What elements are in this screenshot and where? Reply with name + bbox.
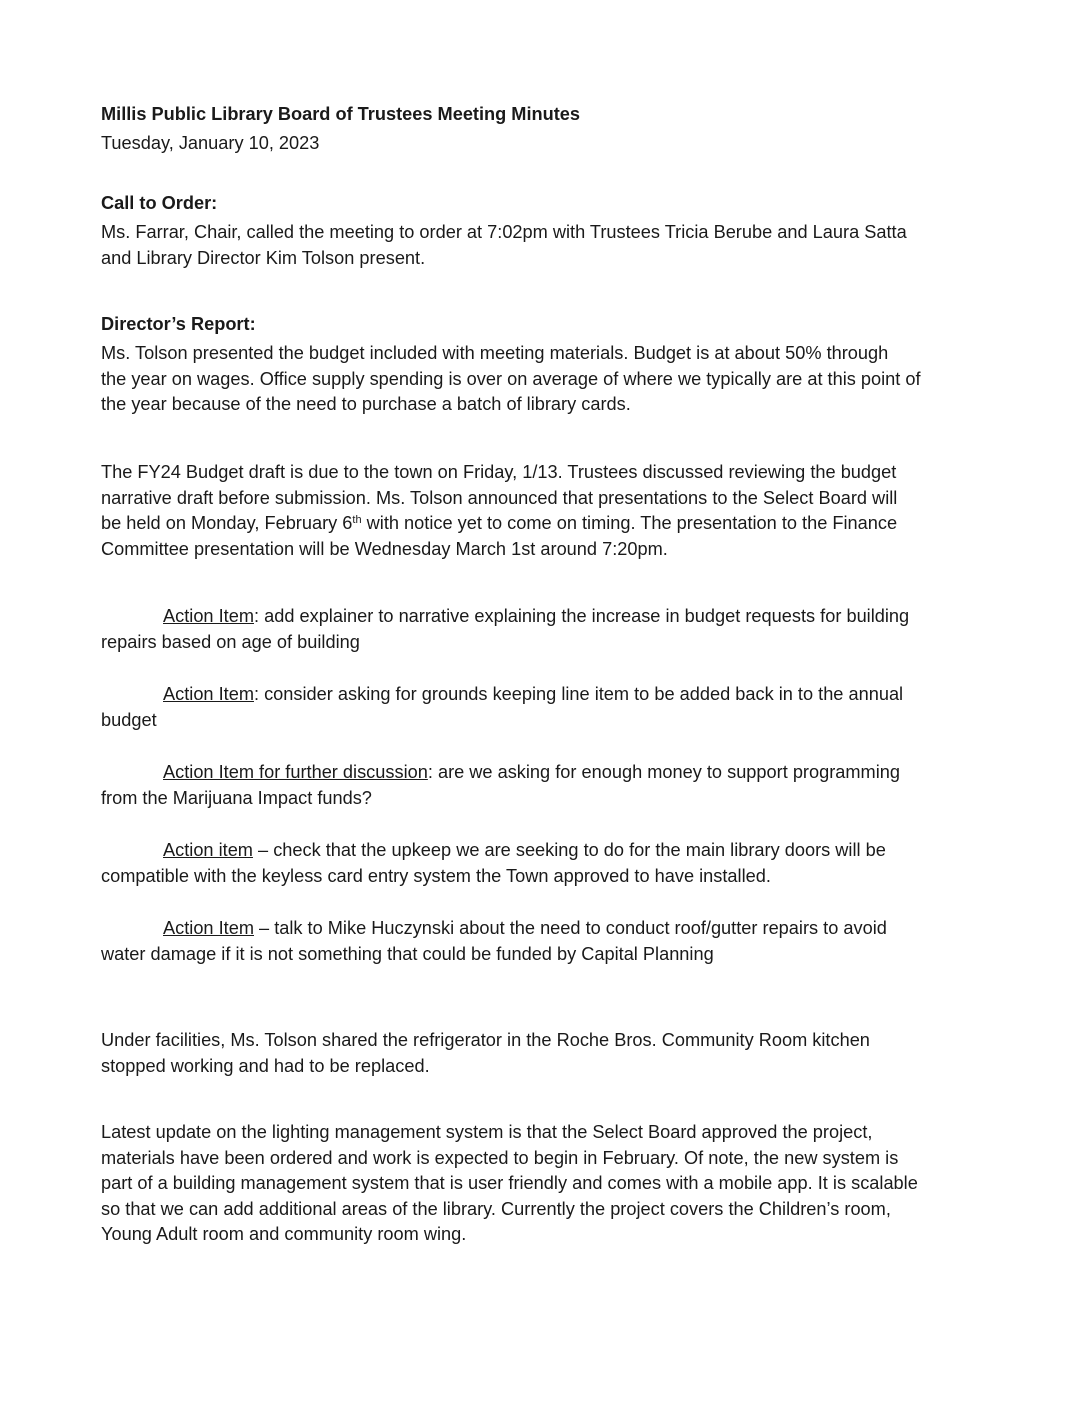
text-line: Committee presentation will be Wednesday March 1st around 7:20pm. [101,538,668,559]
text-line: the year on wages. Office supply spending is over on average of where we typically are at this point of [101,368,921,389]
text-line: Under facilities, Ms. Tolson shared the refrigerator in the Roche Bros. Community Room kitchen [101,1030,870,1050]
directors-report-heading: Director’s Report: [101,314,256,334]
action-item: Action Item – talk to Mike Huczynski about the need to conduct roof/gutter repairs to avoid water damage if it is not something that could be funded by Capital Planning [101,916,1001,967]
text-line: Ms. Farrar, Chair, called the meeting to order at 7:02pm with Trustees Tricia Berube and Laura Satta [101,222,907,242]
action-item: Action item – check that the upkeep we are seeking to do for the main library doors will be compatible with the keyless card entry system the Town approved to have installed. [101,838,1001,889]
call-to-order-heading: Call to Order: [101,193,218,213]
text-line: budget [101,709,157,730]
action-item-label: Action Item [163,684,254,704]
text-line: stopped working and had to be replaced. [101,1055,430,1076]
action-item: Action Item: consider asking for grounds keeping line item to be added back in to the annual budget [101,682,1001,733]
text-line: materials have been ordered and work is expected to begin in February. Of note, the new system is [101,1147,899,1168]
action-item: Action Item for further discussion: are we asking for enough money to support programming from the Marijuana Impact funds? [101,760,1001,811]
text-line: water damage if it is not something that could be funded by Capital Planning [101,943,714,964]
text-line: Young Adult room and community room wing. [101,1224,467,1245]
fy24-budget-paragraph [101,460,1001,562]
action-item-label: Action Item [163,918,254,938]
meeting-date: Tuesday, January 10, 2023 [101,133,320,153]
text-line: Latest update on the lighting management system is that the Select Board approved the project, [101,1122,873,1142]
ordinal-suffix: th [352,514,362,527]
action-item-label: Action Item [163,606,254,626]
document-title: Millis Public Library Board of Trustees Meeting Minutes [101,104,581,124]
action-item-label: Action item [163,840,253,860]
action-item: Action Item: add explainer to narrative explaining the increase in budget requests for building repairs based on age of building [101,604,1001,655]
budget-paragraph [101,341,1001,418]
text-line: so that we can add additional areas of the library. Currently the project covers the Children’s room, [101,1198,891,1219]
text-line: the year because of the need to purchase a batch of library cards. [101,394,631,415]
text-line: part of a building management system that is user friendly and comes with a mobile app. It is scalable [101,1173,918,1194]
lighting-paragraph [101,1120,1001,1248]
text-line: and Library Director Kim Tolson present. [101,247,426,268]
call-to-order-paragraph [101,220,1001,271]
text-line: Ms. Tolson presented the budget included with meeting materials. Budget is at about 50% through [101,343,889,363]
text-line: be held on Monday, February 6th with notice yet to come on timing. The presentation to the Finance [101,513,898,534]
text-line: narrative draft before submission. Ms. Tolson announced that presentations to the Select Board will [101,487,898,508]
text-line: The FY24 Budget draft is due to the town on Friday, 1/13. Trustees discussed reviewing the budget [101,462,897,482]
action-item-label: Action Item for further discussion [163,762,428,782]
text-line: from the Marijuana Impact funds? [101,787,372,808]
facilities-paragraph [101,1028,1001,1079]
text-line: compatible with the keyless card entry system the Town approved to have installed. [101,865,771,886]
text-line: repairs based on age of building [101,631,360,652]
